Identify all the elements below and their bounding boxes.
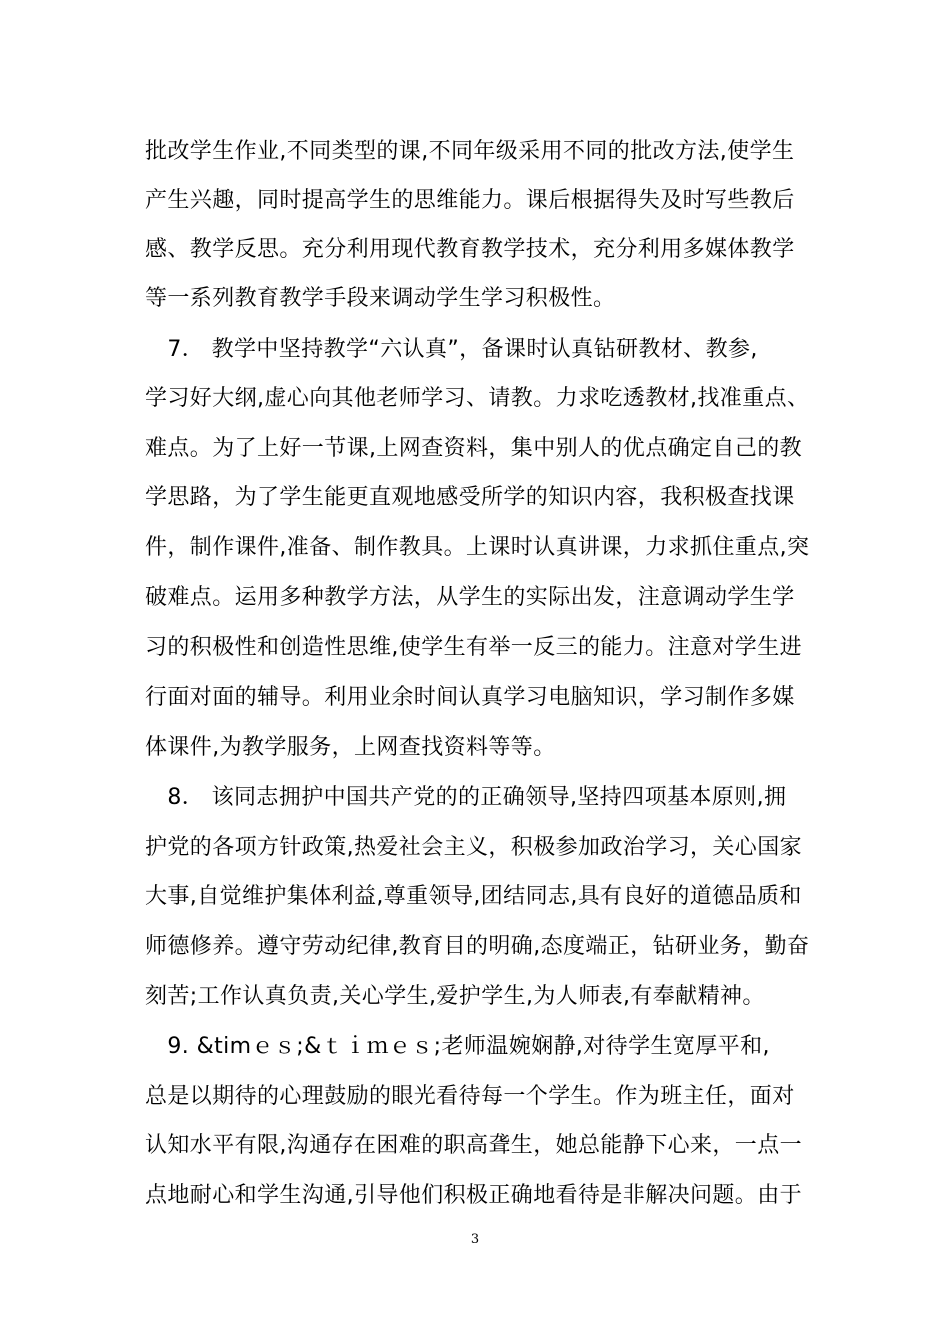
text-line: 产生兴趣，同时提高学生的思维能力。课后根据得失及时写些教后 <box>145 188 795 213</box>
text-line: 感、教学反思。充分利用现代教育教学技术，充分利用多媒体教学 <box>145 237 795 262</box>
text-line: 大事,自觉维护集体利益,尊重领导,团结同志,具有良好的道德品质和 <box>145 884 802 909</box>
text-line: 刻苦;工作认真负责,关心学生,爱护学生,为人师表,有奉献精神。 <box>145 984 765 1009</box>
text-line: 点地耐心和学生沟通,引导他们积极正确地看待是非解决问题。由于 <box>145 1183 802 1208</box>
text-line: 学习好大纲,虚心向其他老师学习、请教。力求吃透教材,找准重点、 <box>145 386 810 411</box>
text-line: 7． 教学中坚持教学“六认真”，备课时认真钻研教材、教参, <box>145 337 758 362</box>
text-line: 9. &timｅｓ;&ｔｉｍｅｓ;老师温婉娴静,对待学生宽厚平和, <box>145 1034 770 1059</box>
text-line: 学思路，为了学生能更直观地感受所学的知识内容，我积极查找课 <box>145 485 795 510</box>
text-line: 破难点。运用多种教学方法，从学生的实际出发，注意调动学生学 <box>145 585 795 610</box>
text-line: 难点。为了上好一节课,上网查资料，集中别人的优点确定自己的教 <box>145 436 802 461</box>
text-line: 护党的各项方针政策,热爱社会主义，积极参加政治学习，关心国家 <box>145 835 802 860</box>
text-line: 件，制作课件,准备、制作教具。上课时认真讲课，力求抓住重点,突 <box>145 535 810 560</box>
text-line: 体课件,为教学服务，上网查找资料等等。 <box>145 735 556 760</box>
page-number: 3 <box>470 1232 480 1247</box>
text-line: 等一系列教育教学手段来调动学生学习积极性。 <box>145 286 616 311</box>
text-line: 行面对面的辅导。利用业余时间认真学习电脑知识，学习制作多媒 <box>145 685 795 710</box>
text-line: 习的积极性和创造性思维,使学生有举一反三的能力。注意对学生进 <box>145 635 802 660</box>
text-line: 总是以期待的心理鼓励的眼光看待每一个学生。作为班主任，面对 <box>145 1084 795 1109</box>
text-line: 师德修养。遵守劳动纪律,教育目的明确,态度端正，钻研业务，勤奋 <box>145 934 810 959</box>
text-line: 批改学生作业,不同类型的课,不同年级采用不同的批改方法,使学生 <box>145 139 795 164</box>
text-line: 认知水平有限,沟通存在困难的职高聋生，她总能静下心来，一点一 <box>145 1133 802 1158</box>
text-line: 8． 该同志拥护中国共产党的的正确领导,坚持四项基本原则,拥 <box>145 785 787 810</box>
